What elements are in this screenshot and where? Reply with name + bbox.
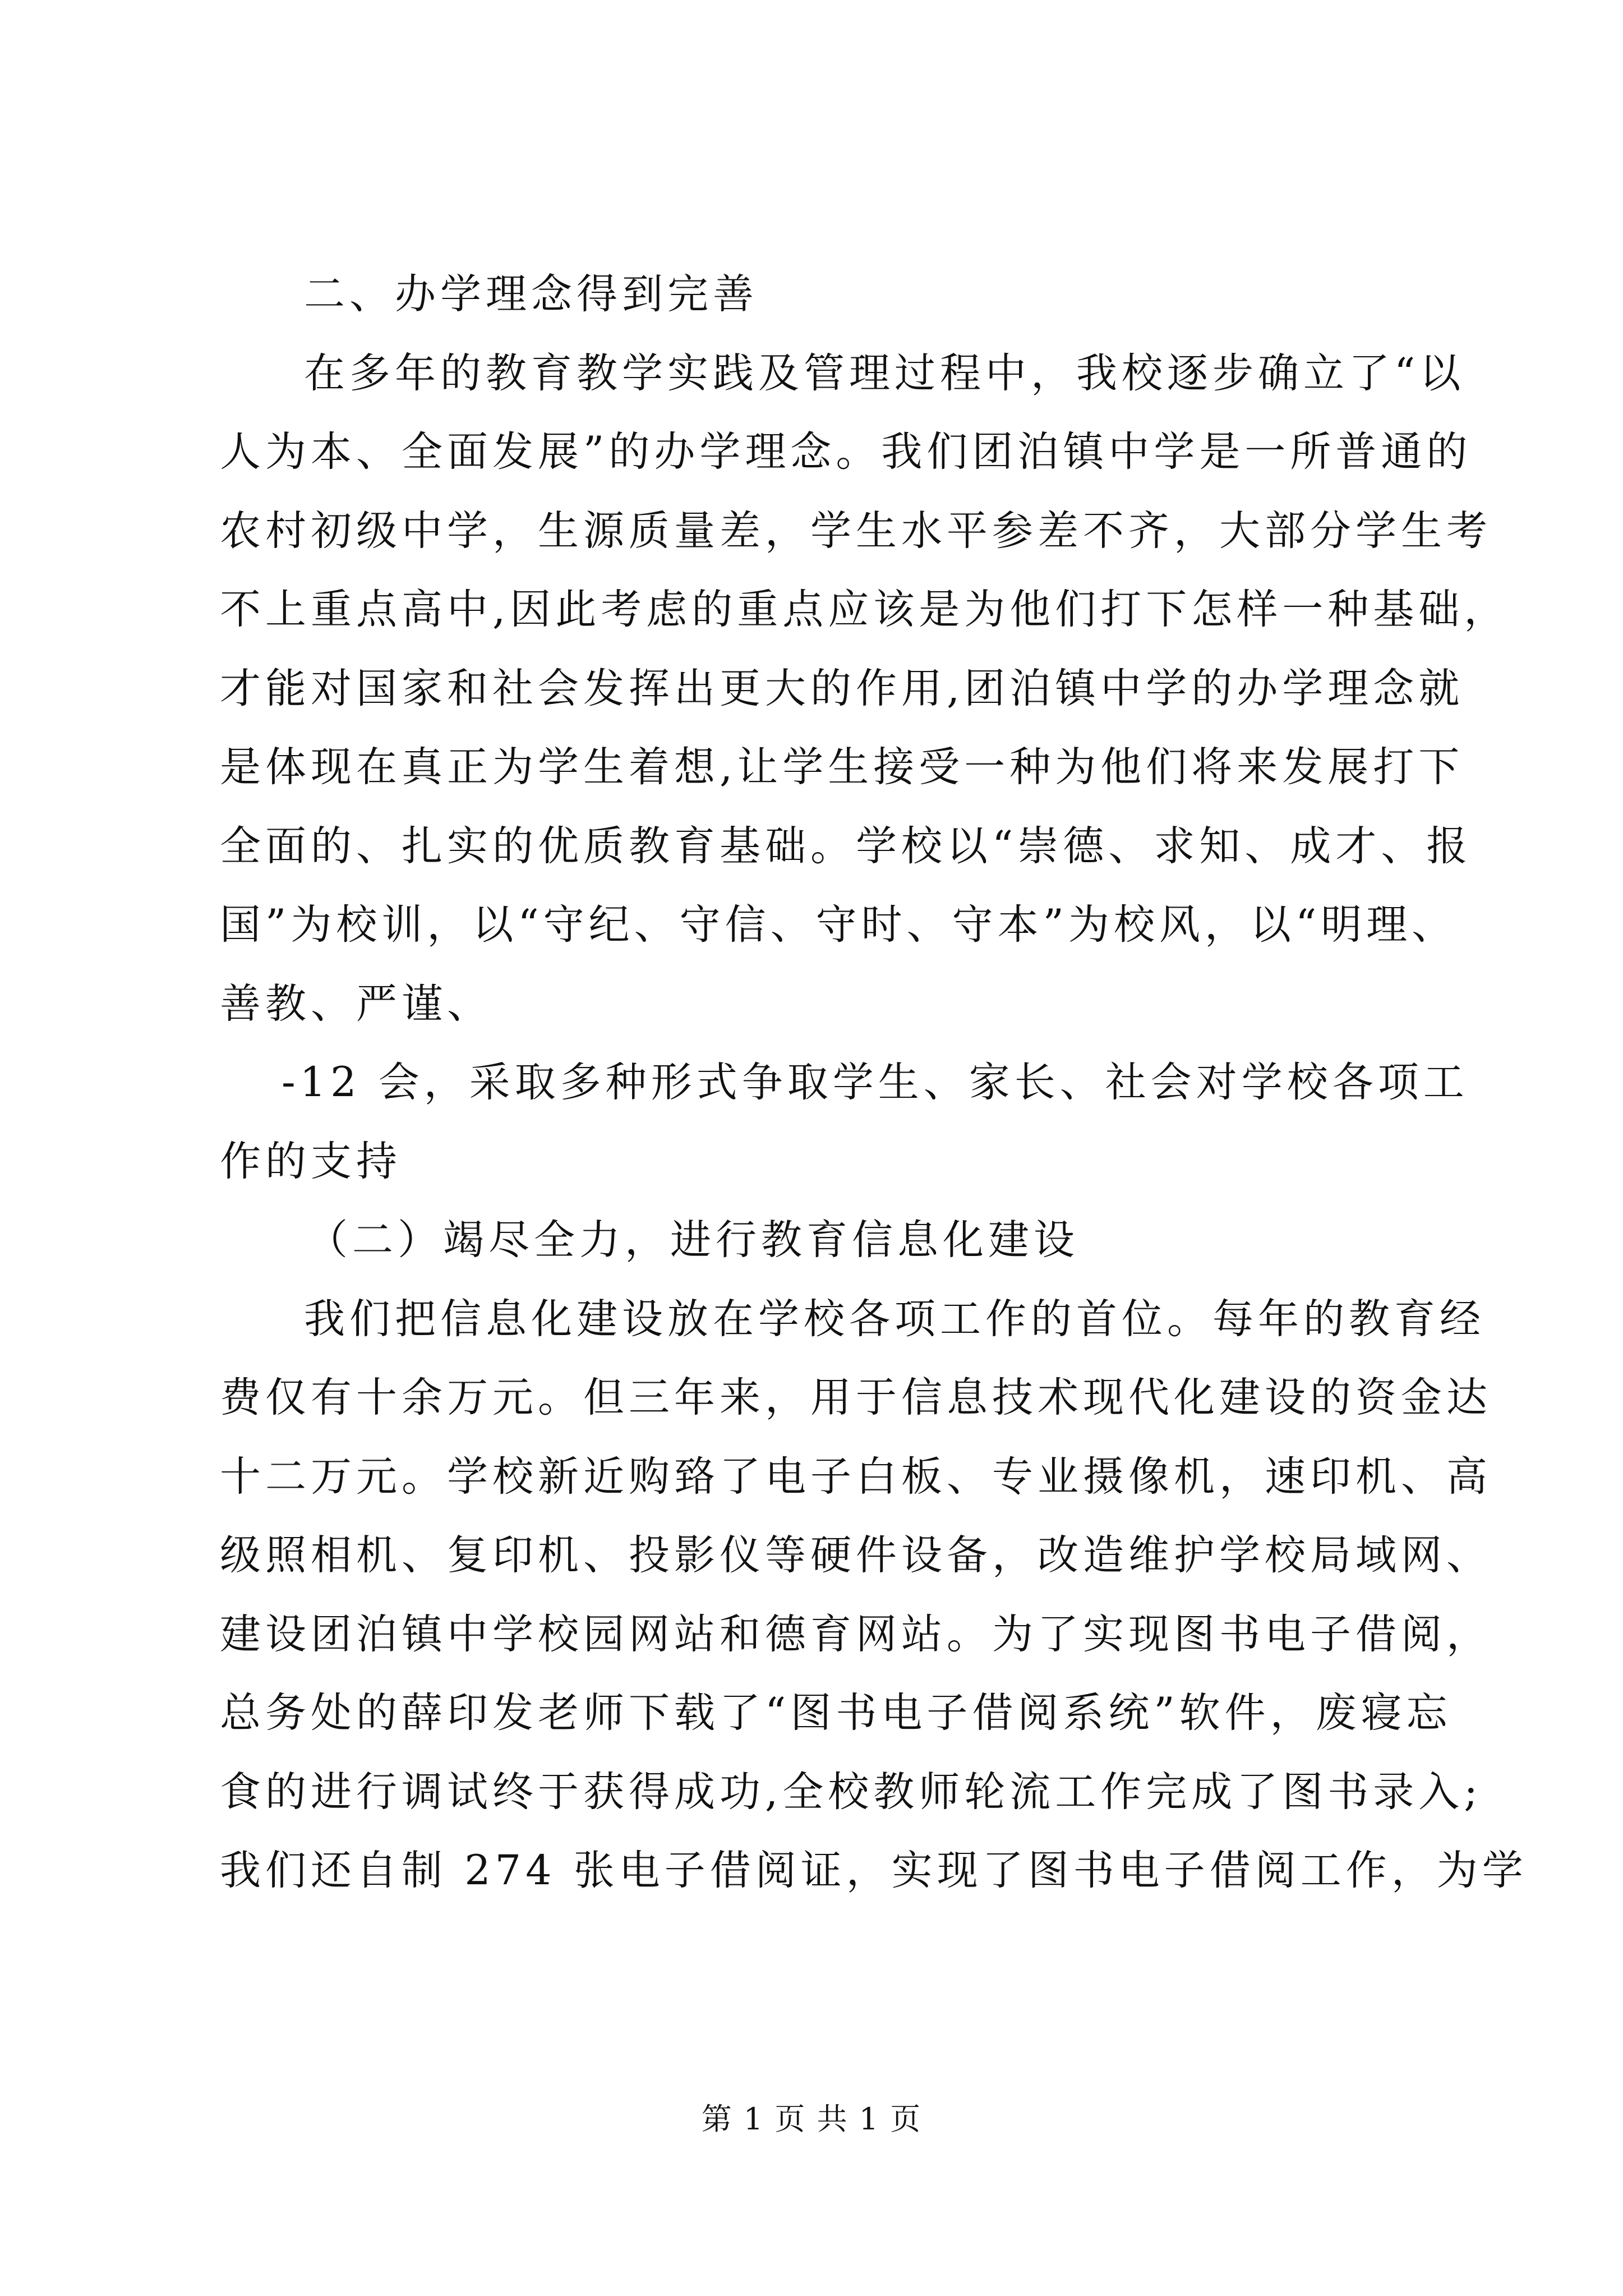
paragraph-line: 级照相机、复印机、投影仪等硬件设备，改造维护学校局域网、 — [220, 1531, 1492, 1579]
paragraph-line: 才能对国家和社会发挥出更大的作用,团泊镇中学的办学理念就 — [220, 664, 1464, 712]
paragraph-line: 国”为校训，以“守纪、守信、守时、守本”为校风，以“明理、 — [220, 901, 1458, 949]
paragraph-line: 在多年的教育教学实践及管理过程中，我校逐步确立了“以 — [304, 349, 1465, 397]
section-heading: 二、办学理念得到完善 — [304, 270, 758, 318]
paragraph-line: 是体现在真正为学生着想,让学生接受一种为他们将来发展打下 — [220, 743, 1464, 791]
paragraph-line: 我们还自制 274 张电子借阅证，实现了图书电子借阅工作，为学 — [220, 1847, 1528, 1894]
paragraph-line: 善教、严谨、 — [220, 979, 492, 1028]
paragraph-line: 作的支持 — [220, 1137, 402, 1185]
paragraph-line: 十二万元。学校新近购臵了电子白板、专业摄像机，速印机、高 — [220, 1452, 1492, 1501]
paragraph-line: 全面的、扎实的优质教育基础。学校以“崇德、求知、成才、报 — [220, 822, 1472, 870]
paragraph-line: 农村初级中学，生源质量差，学生水平参差不齐，大部分学生考 — [220, 507, 1492, 555]
paragraph-line: 总务处的薛印发老师下载了“图书电子借阅系统”软件，废寝忘 — [220, 1689, 1452, 1737]
paragraph-line: 费仅有十余万元。但三年来，用于信息技术现代化建设的资金达 — [220, 1374, 1492, 1421]
paragraph-line: 我们把信息化建设放在学校各项工作的首位。每年的教育经 — [304, 1295, 1485, 1343]
paragraph-line: -12 会，采取多种形式争取学生、家长、社会对学校各项工 — [282, 1059, 1469, 1106]
document-body — [220, 255, 1528, 1911]
paragraph-line: 不上重点高中,因此考虑的重点应该是为他们打下怎样一种基础， — [220, 586, 1510, 633]
paragraph-line: 食的进行调试终于获得成功,全校教师轮流工作完成了图书录入; — [220, 1768, 1482, 1816]
paragraph-line: 建设团泊镇中学校园网站和德育网站。为了实现图书电子借阅， — [220, 1610, 1492, 1658]
page-footer: 第 1 页 共 1 页 — [701, 2101, 922, 2137]
paragraph-line: 人为本、全面发展”的办学理念。我们团泊镇中学是一所普通的 — [220, 428, 1472, 476]
subsection-heading: （二）竭尽全力，进行教育信息化建设 — [307, 1216, 1079, 1264]
